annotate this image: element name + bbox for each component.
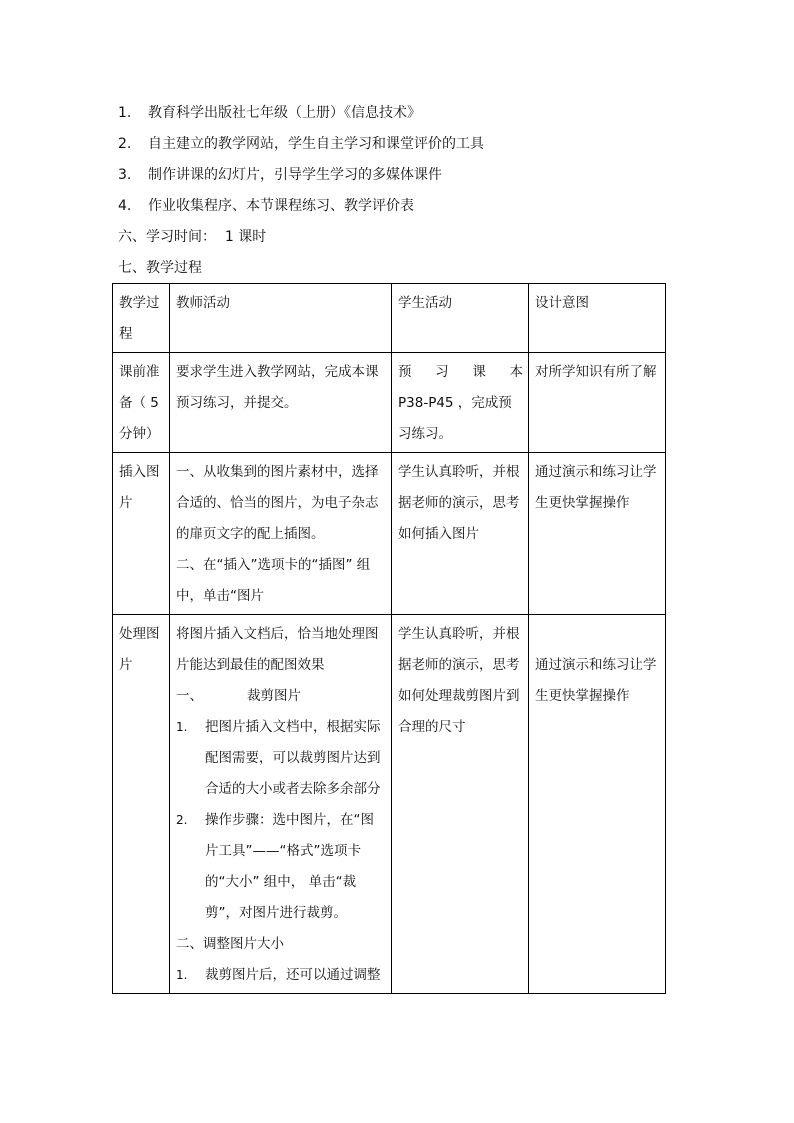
numbered-item [176,960,386,991]
resource-list [118,98,678,284]
teacher-step: 二、在“插入”选项卡的“插图” 组中，单击“图片 [176,557,371,604]
item-text: 操作步骤：选中图片，在“图片工具”——“格式”选项卡的“大小” 组中， 单击“裁剪”，对图片进行裁剪。 [205,812,374,921]
item-number: 1. [176,720,188,734]
intent-cell: 对所学知识有所了解 [529,353,666,453]
table-row [113,615,666,994]
process-heading: 七、教学过程 [118,260,202,276]
list-number: 3. [118,167,132,183]
intent-cell: 通过演示和练习让学生更快掌握操作 [529,453,666,615]
list-item [118,129,678,160]
header-cell: 设计意图 [529,284,666,353]
item-number: 2. [176,813,188,827]
subsection-label [176,681,386,712]
teacher-intro: 将图片插入文档后，恰当地处理图片能达到最佳的配图效果 [176,626,379,673]
student-text: P38-P45 ，完成预习练习。 [398,395,512,442]
stage-cell: 处理图片 [113,615,170,994]
item-text: 裁剪图片后，还可以通过调整 [205,967,381,983]
study-time-heading: 六、学习时间： 1 课时 [118,229,267,245]
intent-text: 通过演示和练习让学生更快掌握操作 [535,657,657,704]
header-cell: 教学过程 [113,284,170,353]
list-number: 2. [118,136,132,152]
numbered-item [176,712,386,805]
list-item [118,191,678,222]
list-number: 1. [118,105,132,121]
table-row [113,353,666,453]
teacher-cell [170,453,392,615]
subsection-title: 裁剪图片 [247,688,301,704]
list-text: 自主建立的教学网站，学生自主学习和课堂评价的工具 [148,136,484,152]
list-item [118,160,678,191]
student-text-line: 预 习 课 本 [398,364,523,380]
list-item [118,98,678,129]
stage-cell: 插入图片 [113,453,170,615]
student-cell: 学生认真聆听，并根据老师的演示，思考如何插入图片 [392,453,529,615]
teacher-cell: 要求学生进入教学网站，完成本课预习练习，并提交。 [170,353,392,453]
student-cell [392,353,529,453]
stage-cell: 课前准备（ 5 分钟） [113,353,170,453]
student-cell: 学生认真聆听，并根据老师的演示，思考如何处理裁剪图片到合理的尺寸 [392,615,529,994]
list-number: 4. [118,198,132,214]
item-text: 把图片插入文档中，根据实际配图需要，可以裁剪图片达到合适的大小或者去除多余部分 [205,719,381,797]
list-text: 作业收集程序、本节课程练习、教学评价表 [148,198,414,214]
list-text: 教育科学出版社七年级（上册）《信息技术》 [148,105,421,121]
numbered-item [176,805,386,929]
header-cell: 学生活动 [392,284,529,353]
subsection-number: 一、 [176,688,203,704]
table-row [113,453,666,615]
header-cell: 教师活动 [170,284,392,353]
teaching-process-table [112,283,666,994]
list-text: 制作讲课的幻灯片，引导学生学习的多媒体课件 [148,167,442,183]
subsection-label: 二、调整图片大小 [176,936,284,952]
table-header-row [113,284,666,353]
teacher-cell [170,615,392,994]
teacher-step: 一、从收集到的图片素材中，选择合适的、恰当的图片，为电子杂志的扉页文字的配上插图。 [176,464,379,542]
intent-cell [529,615,666,994]
item-number: 1. [176,968,188,982]
